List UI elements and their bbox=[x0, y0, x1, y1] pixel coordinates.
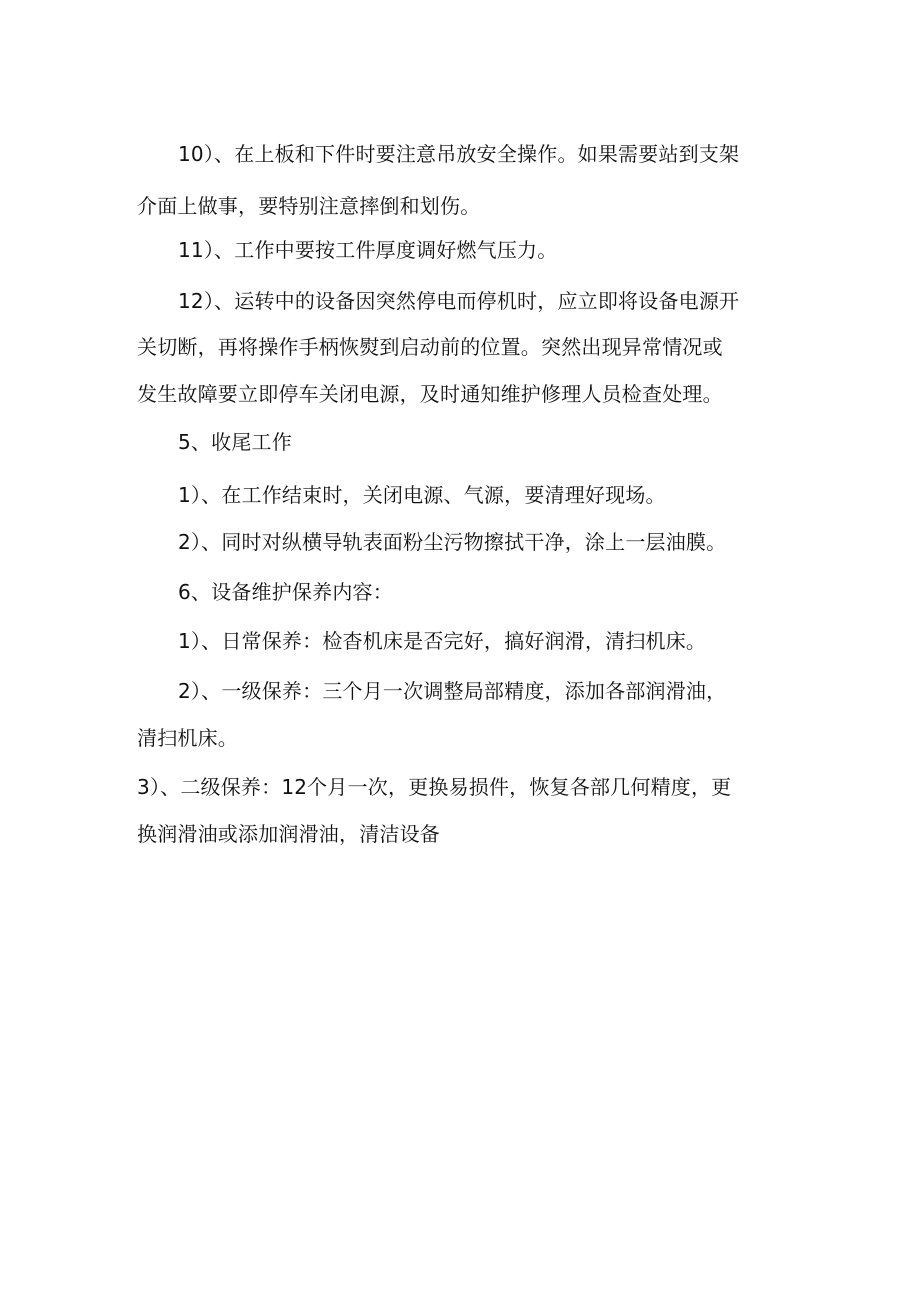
section-6-item-2-line-2: 清扫机床。 bbox=[137, 726, 238, 750]
paragraph-10-line-2: 介面上做事，要特别注意摔倒和划伤。 bbox=[137, 194, 481, 218]
section-6-heading: 6、设备维护保养内容： bbox=[178, 580, 393, 604]
section-5-heading: 5、收尾工作 bbox=[178, 430, 292, 454]
paragraph-12-line-2: 关切断，再将操作手柄恢熨到启动前的位置。突然出现异常情况或 bbox=[137, 335, 723, 359]
section-5-item-2: 2）、同时对纵横导轨表面粉尘污物擦拭干净，涂上一层油膜。 bbox=[178, 530, 727, 554]
paragraph-11: 11）、工作中要按工件厚度调好燃气压力。 bbox=[178, 238, 558, 262]
paragraph-12-line-1: 12）、运转中的设备因突然停电而停机时，应立即将设备电源开 bbox=[178, 289, 740, 313]
paragraph-12-line-3: 发生故障要立即停车关闭电源，及时通知维护修理人员检查处理。 bbox=[137, 382, 723, 406]
section-6-item-3-line-1: 3）、二级保养：12个月一次，更换易损件，恢复各部几何精度，更 bbox=[137, 775, 732, 799]
section-6-item-1: 1）、日常保养：检杳机床是否完好，搞好润滑，清扫机床。 bbox=[178, 629, 707, 653]
section-6-item-2-line-1: 2）、一级保养：三个月一次调整局部精度，添加各部润滑油， bbox=[178, 679, 727, 703]
section-5-item-1: 1）、在工作结束时，关闭电源、气源，要清理好现场。 bbox=[178, 483, 666, 507]
section-6-item-3-line-2: 换润滑油或添加润滑油，清洁设备 bbox=[137, 822, 440, 846]
paragraph-10-line-1: 10）、在上板和下件时要注意吊放安全操作。如果需要站到支架 bbox=[178, 142, 740, 166]
